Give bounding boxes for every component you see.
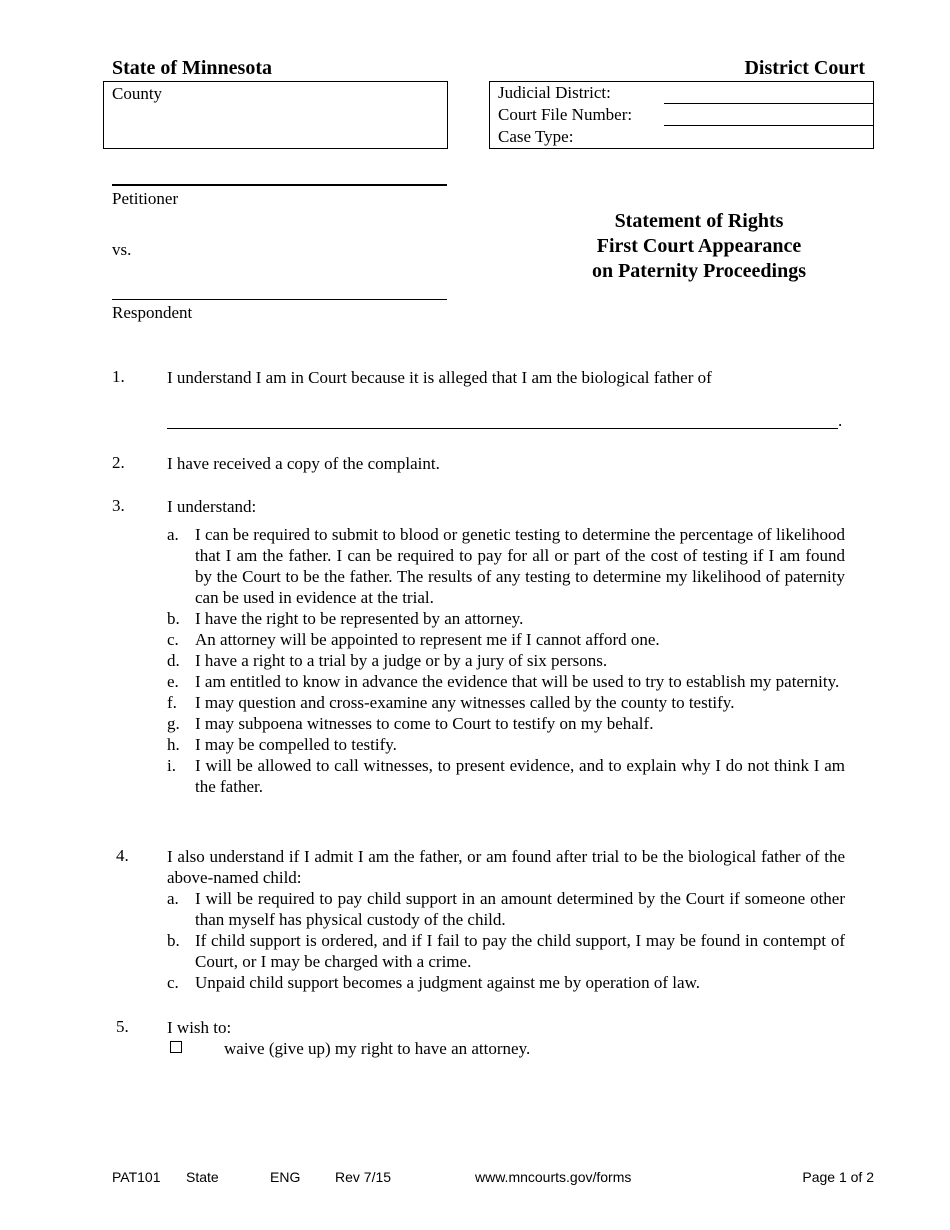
document-title [560,209,838,284]
item-1-number: 1. [112,367,125,386]
list-item: a. I can be required to submit to blood or genetic testing to determine the percentage of likelihood that I am the father. I can be required to pay for all or part of the cost of testing if I am found by the Court to be the father. The results of any testing to determine my likelihood of paternity can be used in evidence at the trial. [167,525,845,607]
waive-attorney-checkbox[interactable] [170,1041,182,1053]
court-heading: District Court [744,57,865,79]
footer-form-code: PAT101 [112,1169,161,1185]
item-3-text: I understand: [167,497,257,516]
item-2-text: I have received a copy of the complaint. [167,454,440,473]
list-item: c. An attorney will be appointed to represent me if I cannot afford one. [167,630,660,649]
waive-attorney-label: waive (give up) my right to have an attorney. [224,1039,531,1058]
list-item: c. Unpaid child support becomes a judgment against me by operation of law. [167,973,700,992]
item-5-number: 5. [116,1017,129,1036]
title-line-2: First Court Appearance [596,235,802,257]
item-1-text: I understand I am in Court because it is alleged that I am the biological father of [167,368,712,387]
list-item: g. I may subpoena witnesses to come to Court to testify on my behalf. [167,714,654,733]
child-name-period: . [838,411,843,430]
list-item: d. I have a right to a trial by a judge or by a jury of six persons. [167,651,608,670]
footer-revision: Rev 7/15 [335,1169,392,1185]
list-item: a. I will be required to pay child support in an amount determined by the Court if someone other than myself has physical custody of the child. [167,889,845,929]
item-3-number: 3. [112,496,125,515]
list-item: f. I may question and cross-examine any witnesses called by the county to testify. [167,693,735,712]
list-item: h. I may be compelled to testify. [167,735,397,754]
case-info-box [489,81,874,149]
petitioner-line[interactable] [112,184,447,186]
item-2-number: 2. [112,453,125,472]
vs-label: vs. [112,240,132,259]
petitioner-label: Petitioner [112,189,179,208]
item-3-sublist [167,524,845,797]
footer-page-number: Page 1 of 2 [802,1169,874,1185]
item-5-text: I wish to: [167,1018,232,1037]
footer-language: ENG [270,1169,301,1185]
child-name-field[interactable] [167,428,838,429]
title-line-3: on Paternity Proceedings [591,260,807,282]
list-item: e. I am entitled to know in advance the evidence that will be used to try to establish my paternity. [167,672,840,691]
case-type-label: Case Type: [498,127,574,146]
state-heading: State of Minnesota [112,57,272,79]
judicial-district-field[interactable] [664,103,874,104]
footer-state: State [186,1169,219,1185]
judicial-district-label: Judicial District: [498,83,611,102]
county-label: County [112,84,163,103]
title-line-1: Statement of Rights [614,210,784,232]
item-4-sublist [167,888,845,993]
item-4-number: 4. [116,846,129,865]
list-item: b. I have the right to be represented by an attorney. [167,609,524,628]
county-box[interactable] [103,81,448,149]
respondent-label: Respondent [112,303,193,322]
court-file-number-label: Court File Number: [498,105,633,124]
list-item: i. I will be allowed to call witnesses, to present evidence, and to explain why I do not think I am the father. [167,756,845,796]
footer-url[interactable]: www.mncourts.gov/forms [475,1169,632,1185]
court-file-number-field[interactable] [664,125,874,126]
respondent-line[interactable] [112,299,447,300]
list-item: b. If child support is ordered, and if I fail to pay the child support, I may be found in contempt of Court, or I may be charged with a crime. [167,931,845,971]
item-4-text: I also understand if I admit I am the father, or am found after trial to be the biological father of the above-named child: [167,847,845,887]
